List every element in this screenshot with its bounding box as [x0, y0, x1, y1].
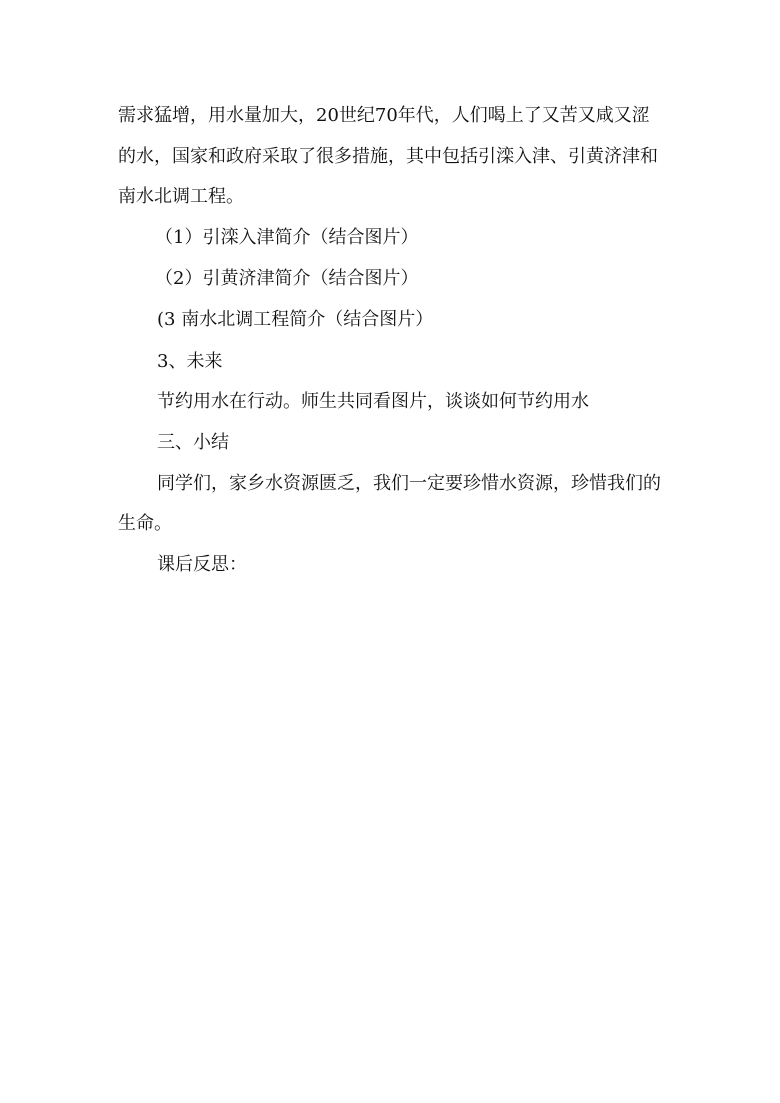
- paragraph-summary-line-2: 生命。: [118, 513, 172, 534]
- paragraph-line-1: 需求猛增，用水量加大，20世纪70年代，人们喝上了又苦又咸又涩: [118, 105, 650, 126]
- paragraph-line-3: 南水北调工程。: [118, 186, 244, 207]
- paragraph-summary-line-1: 同学们，家乡水资源匮乏，我们一定要珍惜水资源，珍惜我们的: [157, 473, 661, 494]
- list-item-2: （2）引黄济津简介（结合图片）: [155, 268, 419, 289]
- paragraph-line-2: 的水，国家和政府采取了很多措施，其中包括引滦入津、引黄济津和: [118, 146, 658, 167]
- list-item-1: （1）引滦入津简介（结合图片）: [155, 227, 419, 248]
- section-heading-future: 3、未来: [157, 351, 223, 372]
- list-item-3: (3 南水北调工程简介（结合图片）: [157, 309, 434, 330]
- paragraph-save-water: 节约用水在行动。师生共同看图片，谈谈如何节约用水: [157, 391, 589, 412]
- section-heading-summary: 三、小结: [157, 432, 229, 453]
- reflection-heading: 课后反思：: [157, 554, 247, 575]
